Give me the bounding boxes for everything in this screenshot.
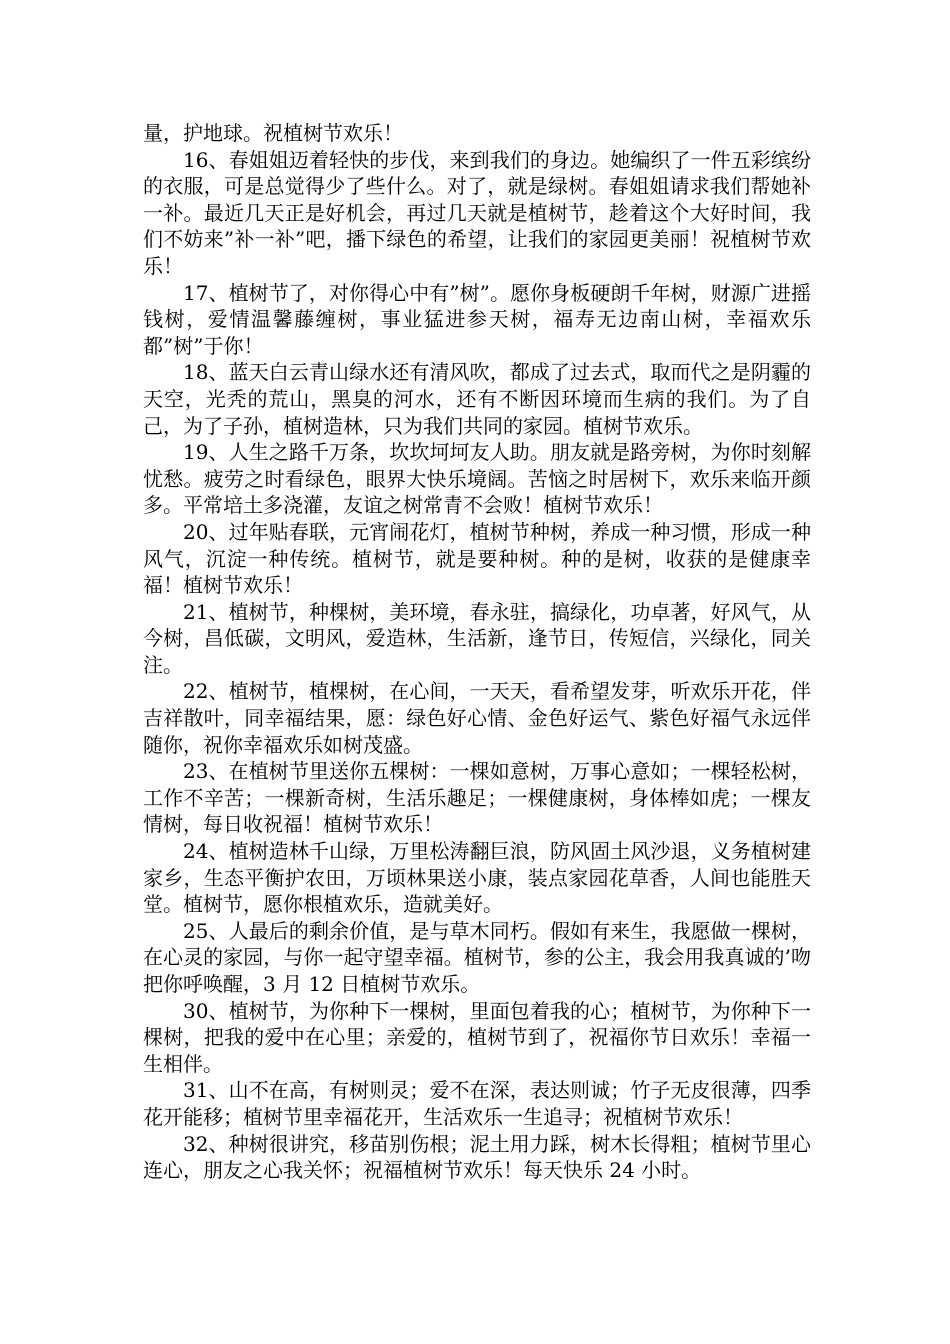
paragraph-18: 18、蓝天白云青山绿水还有清风吹，都成了过去式，取而代之是阴霾的天空，光秃的荒山，黑臭的河水，还有不断因环境而生病的我们。为了自己，为了子孙，植树造林，只为我们共同的家园。植树节欢乐。 [143,360,811,438]
paragraph-19: 19、人生之路千万条，坎坎坷坷友人助。朋友就是路旁树，为你时刻解忧愁。疲劳之时看绿色，眼界大快乐境阔。苦恼之时居树下，欢乐来临开颜多。平常培土多浇灌，友谊之树常青不会败！植树节欢乐！ [143,440,811,518]
paragraph-25: 25、人最后的剩余价值，是与草木同朽。假如有来生，我愿做一棵树，在心灵的家园，与你一起守望幸福。植树节，参的公主，我会用我真诚的’吻把你呼唤醒，3 月 12 日植树节欢乐。 [143,918,811,996]
paragraph-continuation: 量，护地球。祝植树节欢乐！ [143,121,403,145]
paragraph-30: 30、植树节，为你种下一棵树，里面包着我的心；植树节，为你种下一棵树，把我的爱中在心里；亲爱的，植树节到了，祝福你节日欢乐！幸福一生相伴。 [143,998,811,1076]
paragraph-16: 16、春姐姐迈着轻快的步伐，来到我们的身边。她编织了一件五彩缤纷的衣服，可是总觉得少了些什么。对了，就是绿树。春姐姐请求我们帮她补一补。最近几天正是好机会，再过几天就是植树节，趁着这个大好时间，我们不妨来”补一补”吧，播下绿色的希望，让我们的家园更美丽！祝植树节欢乐！ [143,147,811,278]
paragraph-24: 24、植树造林千山绿，万里松涛翻巨浪，防风固土风沙退，义务植树建家乡，生态平衡护农田，万顷林果送小康，装点家园花草香，人间也能胜天堂。植树节，愿你根植欢乐，造就美好。 [143,839,811,917]
paragraph-17: 17、植树节了，对你得心中有”树”。愿你身板硬朗千年树，财源广进摇钱树，爱情温馨藤缠树，事业猛进参天树，福寿无边南山树，幸福欢乐都”树”于你！ [143,280,811,358]
paragraph-32: 32、种树很讲究，移苗别伤根；泥土用力踩，树木长得粗；植树节里心连心，朋友之心我关怀；祝福植树节欢乐！每天快乐 24 小时。 [143,1131,811,1183]
paragraph-20: 20、过年贴春联，元宵闹花灯，植树节种树，养成一种习惯，形成一种风气，沉淀一种传统。植树节，就是要种树。种的是树，收获的是健康幸福！植树节欢乐！ [143,519,811,598]
paragraph-23: 23、在植树节里送你五棵树：一棵如意树，万事心意如；一棵轻松树，工作不辛苦；一棵新奇树，生活乐趣足；一棵健康树，身体棒如虎；一棵友情树，每日收祝福！植树节欢乐！ [143,759,811,837]
paragraph-31: 31、山不在高，有树则灵；爱不在深，表达则诚；竹子无皮很薄，四季花开能移；植树节里幸福花开，生活欢乐一生追寻；祝植树节欢乐！ [143,1078,811,1129]
document-body [143,120,811,1184]
paragraph-22: 22、植树节，植棵树，在心间，一天天，看希望发芽，听欢乐开花，伴吉祥散叶，同幸福结果，愿：绿色好心情、金色好运气、紫色好福气永远伴随你，祝你幸福欢乐如树茂盛。 [143,679,811,757]
paragraph-21: 21、植树节，种棵树，美环境，春永驻，搞绿化，功卓著，好风气，从今树，昌低碳，文明风，爱造林，生活新，逢节日，传短信，兴绿化，同关注。 [143,599,811,677]
